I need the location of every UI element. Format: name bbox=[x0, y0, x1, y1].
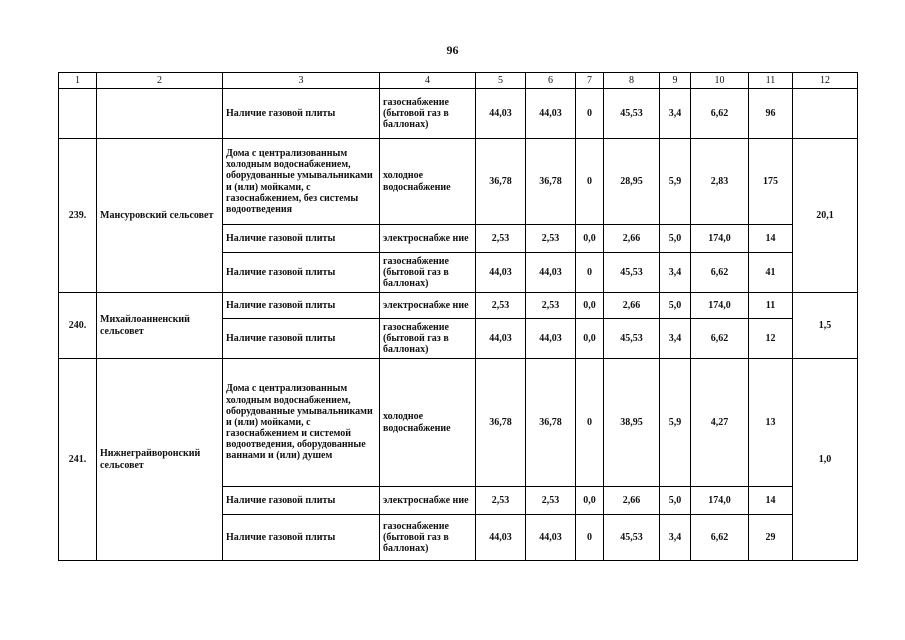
cell-value: 38,95 bbox=[604, 359, 660, 487]
cell-value: 44,03 bbox=[476, 515, 526, 561]
col-header: 1 bbox=[59, 73, 97, 89]
col-header: 4 bbox=[380, 73, 476, 89]
cell-value: 0,0 bbox=[576, 293, 604, 319]
col-header: 8 bbox=[604, 73, 660, 89]
cell-value: 174,0 bbox=[691, 293, 749, 319]
cell-value: 6,62 bbox=[691, 253, 749, 293]
cell-value: 44,03 bbox=[526, 253, 576, 293]
cell-value: 0,0 bbox=[576, 319, 604, 359]
cell-value: 6,62 bbox=[691, 515, 749, 561]
cell-value: 175 bbox=[749, 139, 793, 225]
cell-value: 45,53 bbox=[604, 253, 660, 293]
cell-description: Наличие газовой плиты bbox=[223, 487, 380, 515]
cell-service: газоснабжение (бытовой газ в баллонах) bbox=[380, 515, 476, 561]
cell-service: холодное водоснабжение bbox=[380, 359, 476, 487]
settlement-name: Михайлоанненский сельсовет bbox=[97, 293, 223, 359]
cell-value: 96 bbox=[749, 89, 793, 139]
col-header: 12 bbox=[793, 73, 858, 89]
cell-value: 44,03 bbox=[526, 515, 576, 561]
cell-service: холодное водоснабжение bbox=[380, 139, 476, 225]
cell-value: 28,95 bbox=[604, 139, 660, 225]
cell-value: 11 bbox=[749, 293, 793, 319]
table-row bbox=[59, 139, 858, 225]
cell-value: 2,53 bbox=[476, 293, 526, 319]
header-row bbox=[59, 73, 858, 89]
cell-value: 3,4 bbox=[660, 319, 691, 359]
cell-description: Дома с централизованным холодным водоснабжением, оборудованные умывальниками и (или) мойками, с газоснабжением, без системы водоотведения bbox=[223, 139, 380, 225]
cell-service: газоснабжение (бытовой газ в баллонах) bbox=[380, 319, 476, 359]
cell-value: 45,53 bbox=[604, 319, 660, 359]
cell-value: 0,0 bbox=[576, 225, 604, 253]
col-header: 7 bbox=[576, 73, 604, 89]
cell bbox=[59, 89, 97, 139]
cell-value: 4,27 bbox=[691, 359, 749, 487]
cell-value: 2,66 bbox=[604, 293, 660, 319]
cell-value: 174,0 bbox=[691, 487, 749, 515]
cell-value: 36,78 bbox=[476, 359, 526, 487]
cell-value: 2,53 bbox=[526, 293, 576, 319]
cell-description: Наличие газовой плиты bbox=[223, 515, 380, 561]
cell-value: 44,03 bbox=[476, 89, 526, 139]
settlement-name: Мансуровский сельсовет bbox=[97, 139, 223, 293]
cell-value: 0 bbox=[576, 359, 604, 487]
cell-value: 0 bbox=[576, 253, 604, 293]
cell-value: 44,03 bbox=[476, 253, 526, 293]
cell-value: 44,03 bbox=[476, 319, 526, 359]
cell-description: Дома с централизованным холодным водоснабжением, оборудованные умывальниками и (или) мойками, с газоснабжением и системой водоотведения, оборудованные ваннами и (или) душем bbox=[223, 359, 380, 487]
cell-value: 2,66 bbox=[604, 225, 660, 253]
cell-description: Наличие газовой плиты bbox=[223, 293, 380, 319]
col-header: 10 bbox=[691, 73, 749, 89]
cell-value: 29 bbox=[749, 515, 793, 561]
settlement-number: 241. bbox=[59, 359, 97, 561]
cell-value: 5,0 bbox=[660, 225, 691, 253]
col-header: 6 bbox=[526, 73, 576, 89]
col-header: 2 bbox=[97, 73, 223, 89]
cell-value: 14 bbox=[749, 225, 793, 253]
cell-service: электроснабже ние bbox=[380, 225, 476, 253]
table-row bbox=[59, 359, 858, 487]
col-header: 9 bbox=[660, 73, 691, 89]
cell-value: 3,4 bbox=[660, 515, 691, 561]
cell-description: Наличие газовой плиты bbox=[223, 89, 380, 139]
cell-description: Наличие газовой плиты bbox=[223, 319, 380, 359]
cell-value: 5,9 bbox=[660, 139, 691, 225]
cell-value: 45,53 bbox=[604, 89, 660, 139]
col-header: 5 bbox=[476, 73, 526, 89]
cell-value: 3,4 bbox=[660, 253, 691, 293]
cell-description: Наличие газовой плиты bbox=[223, 253, 380, 293]
cell-value: 41 bbox=[749, 253, 793, 293]
cell-value: 44,03 bbox=[526, 89, 576, 139]
table-row bbox=[59, 293, 858, 319]
table-row bbox=[59, 89, 858, 139]
settlement-number: 240. bbox=[59, 293, 97, 359]
cell-value: 0 bbox=[576, 515, 604, 561]
col-header: 11 bbox=[749, 73, 793, 89]
cell-value: 0 bbox=[576, 89, 604, 139]
cell-value: 14 bbox=[749, 487, 793, 515]
cell-value: 2,83 bbox=[691, 139, 749, 225]
cell-value: 0 bbox=[576, 139, 604, 225]
cell-value: 45,53 bbox=[604, 515, 660, 561]
cell bbox=[793, 89, 858, 139]
page-number: 96 bbox=[446, 43, 459, 57]
cell-value: 5,0 bbox=[660, 293, 691, 319]
cell-col12: 1,0 bbox=[793, 359, 858, 561]
cell-value: 0,0 bbox=[576, 487, 604, 515]
cell bbox=[97, 89, 223, 139]
cell-col12: 1,5 bbox=[793, 293, 858, 359]
cell-value: 6,62 bbox=[691, 319, 749, 359]
cell-description: Наличие газовой плиты bbox=[223, 225, 380, 253]
cell-value: 5,9 bbox=[660, 359, 691, 487]
cell-value: 12 bbox=[749, 319, 793, 359]
cell-value: 36,78 bbox=[526, 359, 576, 487]
cell-value: 3,4 bbox=[660, 89, 691, 139]
cell-value: 36,78 bbox=[526, 139, 576, 225]
cell-value: 6,62 bbox=[691, 89, 749, 139]
cell-service: газоснабжение (бытовой газ в баллонах) bbox=[380, 89, 476, 139]
cell-value: 2,53 bbox=[476, 487, 526, 515]
settlement-name: Нижнеграйворонский сельсовет bbox=[97, 359, 223, 561]
cell-value: 5,0 bbox=[660, 487, 691, 515]
cell-service: газоснабжение (бытовой газ в баллонах) bbox=[380, 253, 476, 293]
col-header: 3 bbox=[223, 73, 380, 89]
cell-value: 2,53 bbox=[526, 487, 576, 515]
cell-value: 2,53 bbox=[476, 225, 526, 253]
cell-service: электроснабже ние bbox=[380, 293, 476, 319]
settlement-number: 239. bbox=[59, 139, 97, 293]
cell-value: 2,53 bbox=[526, 225, 576, 253]
cell-col12: 20,1 bbox=[793, 139, 858, 293]
cell-value: 174,0 bbox=[691, 225, 749, 253]
tariff-table bbox=[58, 72, 858, 561]
cell-value: 44,03 bbox=[526, 319, 576, 359]
cell-service: электроснабже ние bbox=[380, 487, 476, 515]
cell-value: 13 bbox=[749, 359, 793, 487]
cell-value: 36,78 bbox=[476, 139, 526, 225]
cell-value: 2,66 bbox=[604, 487, 660, 515]
